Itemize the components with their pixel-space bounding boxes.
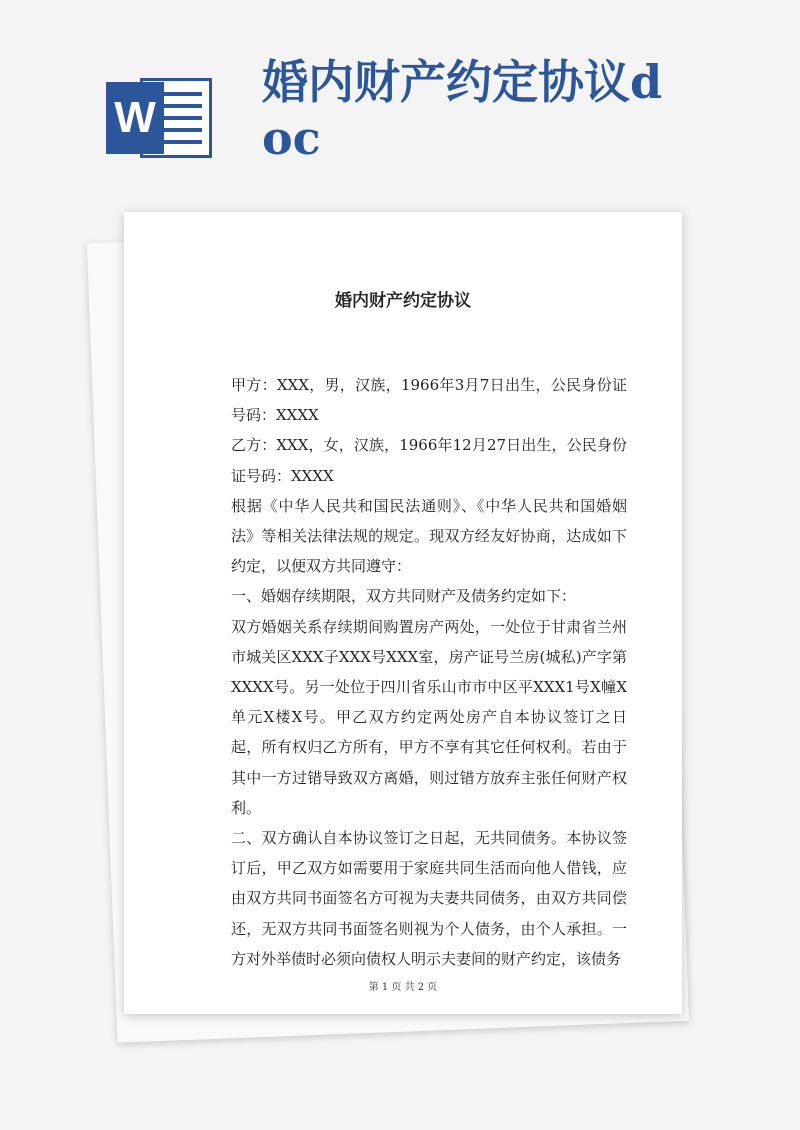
word-doc-icon: [106, 72, 214, 164]
paragraph: 一、婚姻存续期限，双方共同财产及债务约定如下：: [231, 587, 577, 606]
word-letter-badge: W: [106, 82, 164, 154]
paragraph: 乙方：XXX，女，汉族，1966年12月27日出生，公民身份证号码：XXXX: [231, 436, 627, 485]
paragraph: 甲方：XXX，男，汉族，1966年3月7日出生，公民身份证号码：XXXX: [231, 376, 627, 425]
paragraph: 根据《中华人民共和国民法通则》、《中华人民共和国婚姻法》等相关法律法规的规定。现双方经友好协商，达成如下约定，以便双方共同遵守：: [231, 496, 627, 576]
paragraph: 双方婚姻关系存续期间购置房产两处，一处位于甘肃省兰州市城关区XXX子XXX号XXX室，房产证号兰房(城私)产字第XXXX号。另一处位于四川省乐山市市中区平XXX1号X幢X单元X楼X号。甲乙双方约定两处房产自本协议签订之日起，所有权归乙方所有，甲方不享有其它任何权利。若由于其中一方过错导致双方离婚，则过错方放弃主张任何财产权利。: [231, 617, 627, 817]
page-number: 第 1 页 共 2 页: [368, 982, 438, 993]
file-title: 婚内财产约定协议doc: [262, 55, 663, 165]
paragraph: 二、双方确认自本协议签订之日起，无共同债务。本协议签订后，甲乙双方如需要用于家庭共同生活而向他人借钱，应由双方共同书面签名方可视为夫妻共同债务，由双方共同偿还，无双方共同书面签名则视为个人债务，由个人承担。一方对外举债时必须向债权人明示夫妻间的财产约定，该债务: [231, 829, 627, 968]
document-page: [124, 212, 682, 1014]
document-title: 婚内财产约定协议: [335, 291, 471, 311]
document-body: [231, 370, 627, 974]
